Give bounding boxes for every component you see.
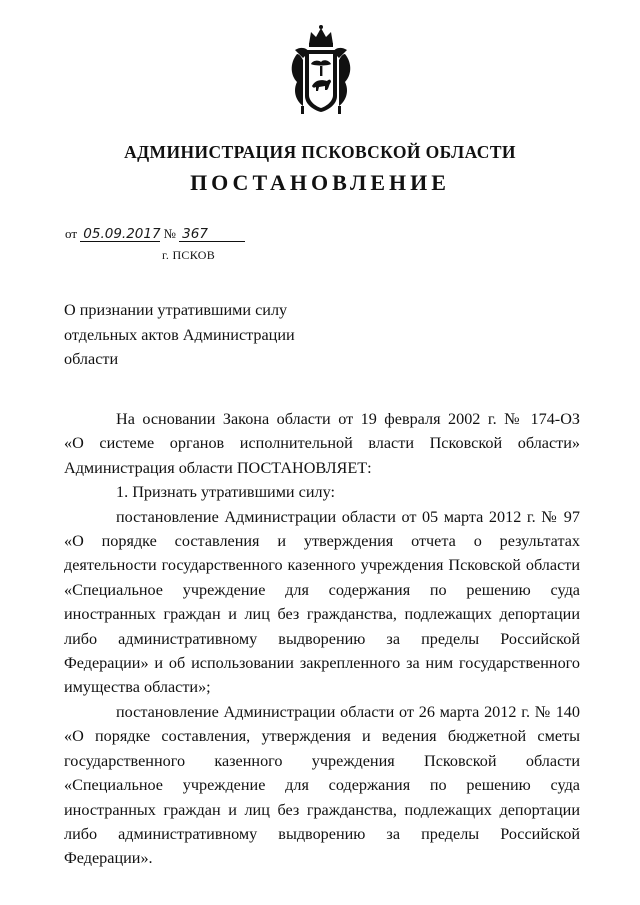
act1-line: «Специальное учреждение для содержания по решению суда: [64, 580, 580, 599]
subject-line: области: [64, 350, 119, 368]
act1-line: постановление Администрации области от 05 марта 2012 г. № 97: [116, 507, 580, 526]
coat-of-arms-icon: [287, 24, 355, 116]
act2-line: постановление Администрации области от 26 марта 2012 г. № 140: [116, 702, 580, 721]
act2-line: «О порядке составления, утверждения и ведения бюджетной сметы: [64, 727, 580, 746]
document-type: ПОСТАНОВЛЕНИЕ: [190, 170, 450, 195]
act1-line: Федерации» и об использовании закрепленного за ним государственного: [64, 654, 580, 673]
act1-line: иностранных граждан и лиц без гражданства, подлежащих депортации: [64, 605, 580, 624]
act1-line: «О порядке составления и утверждения отчета о результатах: [64, 532, 580, 551]
city-label: г. ПСКОВ: [162, 248, 216, 262]
act2-line: либо административному выдворению за пределы Российской: [64, 824, 580, 843]
act2-line: Федерации».: [64, 849, 153, 868]
document-subject: [64, 298, 324, 372]
date-number-line: [65, 226, 245, 242]
subject-line: отдельных актов Администрации: [64, 325, 295, 344]
date-prefix: от: [65, 226, 78, 241]
preamble-line: «О системе органов исполнительной власти Псковской области»: [64, 434, 580, 453]
act2-line: государственного казенного учреждения Псковской области: [64, 751, 580, 770]
act1-line: имущества области»;: [64, 678, 211, 697]
act2-line: «Специальное учреждение для содержания по решению суда: [64, 776, 580, 795]
item-heading: 1. Признать утратившими силу:: [116, 483, 335, 502]
date-value: 05.09.2017: [80, 227, 160, 242]
document-body: [64, 407, 580, 871]
organization-title: АДМИНИСТРАЦИЯ ПСКОВСКОЙ ОБЛАСТИ: [124, 142, 516, 162]
act1-line: либо административному выдворению за пределы Российской: [64, 629, 580, 648]
number-prefix: №: [163, 226, 176, 241]
subject-line: О признании утратившими силу: [64, 301, 288, 319]
act2-line: иностранных граждан и лиц без гражданства, подлежащих депортации: [64, 800, 580, 819]
act1-line: деятельности государственного казенного учреждения Псковской области: [64, 556, 580, 575]
preamble-line: На основании Закона области от 19 февраля 2002 г. № 174-ОЗ: [116, 410, 580, 428]
preamble-line: Администрация области ПОСТАНОВЛЯЕТ:: [64, 458, 372, 477]
number-value: 367: [179, 227, 245, 242]
